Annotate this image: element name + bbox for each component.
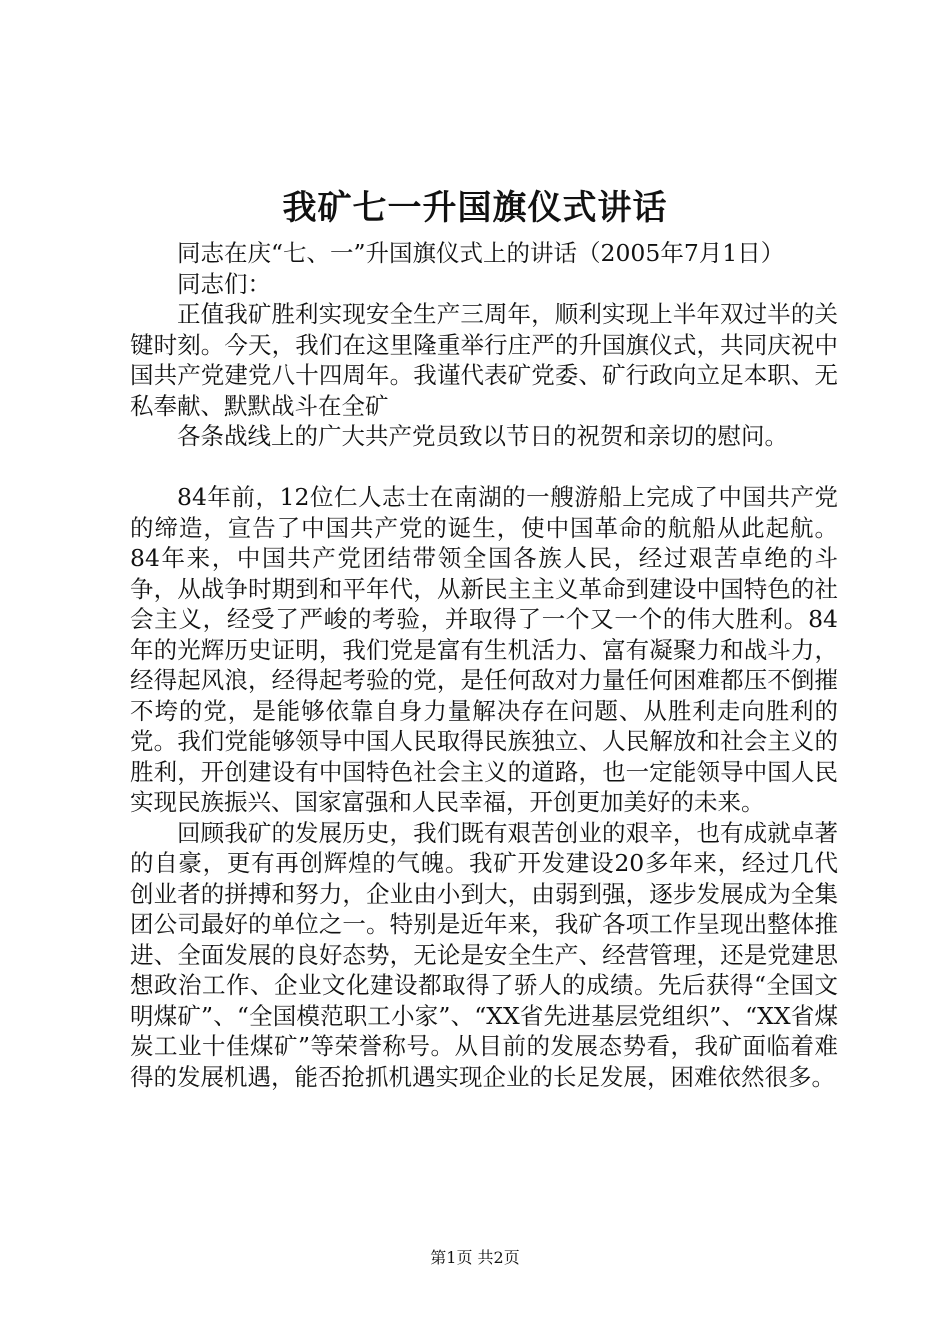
greeting-paragraph: 各条战线上的广大共产党员致以节日的祝贺和亲切的慰问。	[177, 422, 788, 450]
history-paragraph: 84年前，12位仁人志士在南湖的一艘游船上完成了中国共产党的缔造，宣告了中国共产党的诞生，使中国革命的航船从此起航。84年来，中国共产党团结带领全国各族人民，经过艰苦卓绝的斗争，从战争时期到和平年代，从新民主主义革命到建设中国特色的社会主义，经受了严峻的考验，并取得了一个又一个的伟大胜利。84年的光辉历史证明，我们党是富有生机活力、富有凝聚力和战斗力，经得起风浪，经得起考验的党，是任何敌对力量任何困难都压不倒摧不垮的党，是能够依靠自身力量解决存在问题、从胜利走向胜利的党。我们党能够领导中国人民取得民族独立、人民解放和社会主义的胜利，开创建设有中国特色社会主义的道路，也一定能领导中国人民实现民族振兴、国家富强和人民幸福，开创更加美好的未来。	[130, 483, 838, 816]
paragraph-spacer	[130, 452, 838, 483]
salutation-paragraph: 同志们：	[177, 269, 271, 298]
document-title: 我矿七一升国旗仪式讲话	[282, 188, 668, 228]
page-footer: 第1页 共2页	[430, 1248, 520, 1267]
speech-heading-paragraph: 同志在庆“七、一”升国旗仪式上的讲话（2005年7月1日）	[177, 239, 785, 267]
document-body	[130, 238, 838, 1092]
opening-paragraph: 正值我矿胜利实现安全生产三周年，顺利实现上半年双过半的关键时刻。今天，我们在这里隆重举行庄严的升国旗仪式，共同庆祝中国共产党建党八十四周年。我谨代表矿党委、矿行政向立足本职、无私奉献、默默战斗在全矿	[130, 300, 838, 420]
mine-development-paragraph: 回顾我矿的发展历史，我们既有艰苦创业的艰辛，也有成就卓著的自豪，更有再创辉煌的气魄。我矿开发建设20多年来，经过几代创业者的拼搏和努力，企业由小到大，由弱到强，逐步发展成为全集团公司最好的单位之一。特别是近年来，我矿各项工作呈现出整体推进、全面发展的良好态势，无论是安全生产、经营管理，还是党建思想政治工作、企业文化建设都取得了骄人的成绩。先后获得“全国文明煤矿”、“全国模范职工小家”、“XX省先进基层党组织”、“XX省煤炭工业十佳煤矿”等荣誉称号。从目前的发展态势看，我矿面临着难得的发展机遇，能否抢抓机遇实现企业的长足发展，困难依然很多。	[130, 818, 838, 1091]
